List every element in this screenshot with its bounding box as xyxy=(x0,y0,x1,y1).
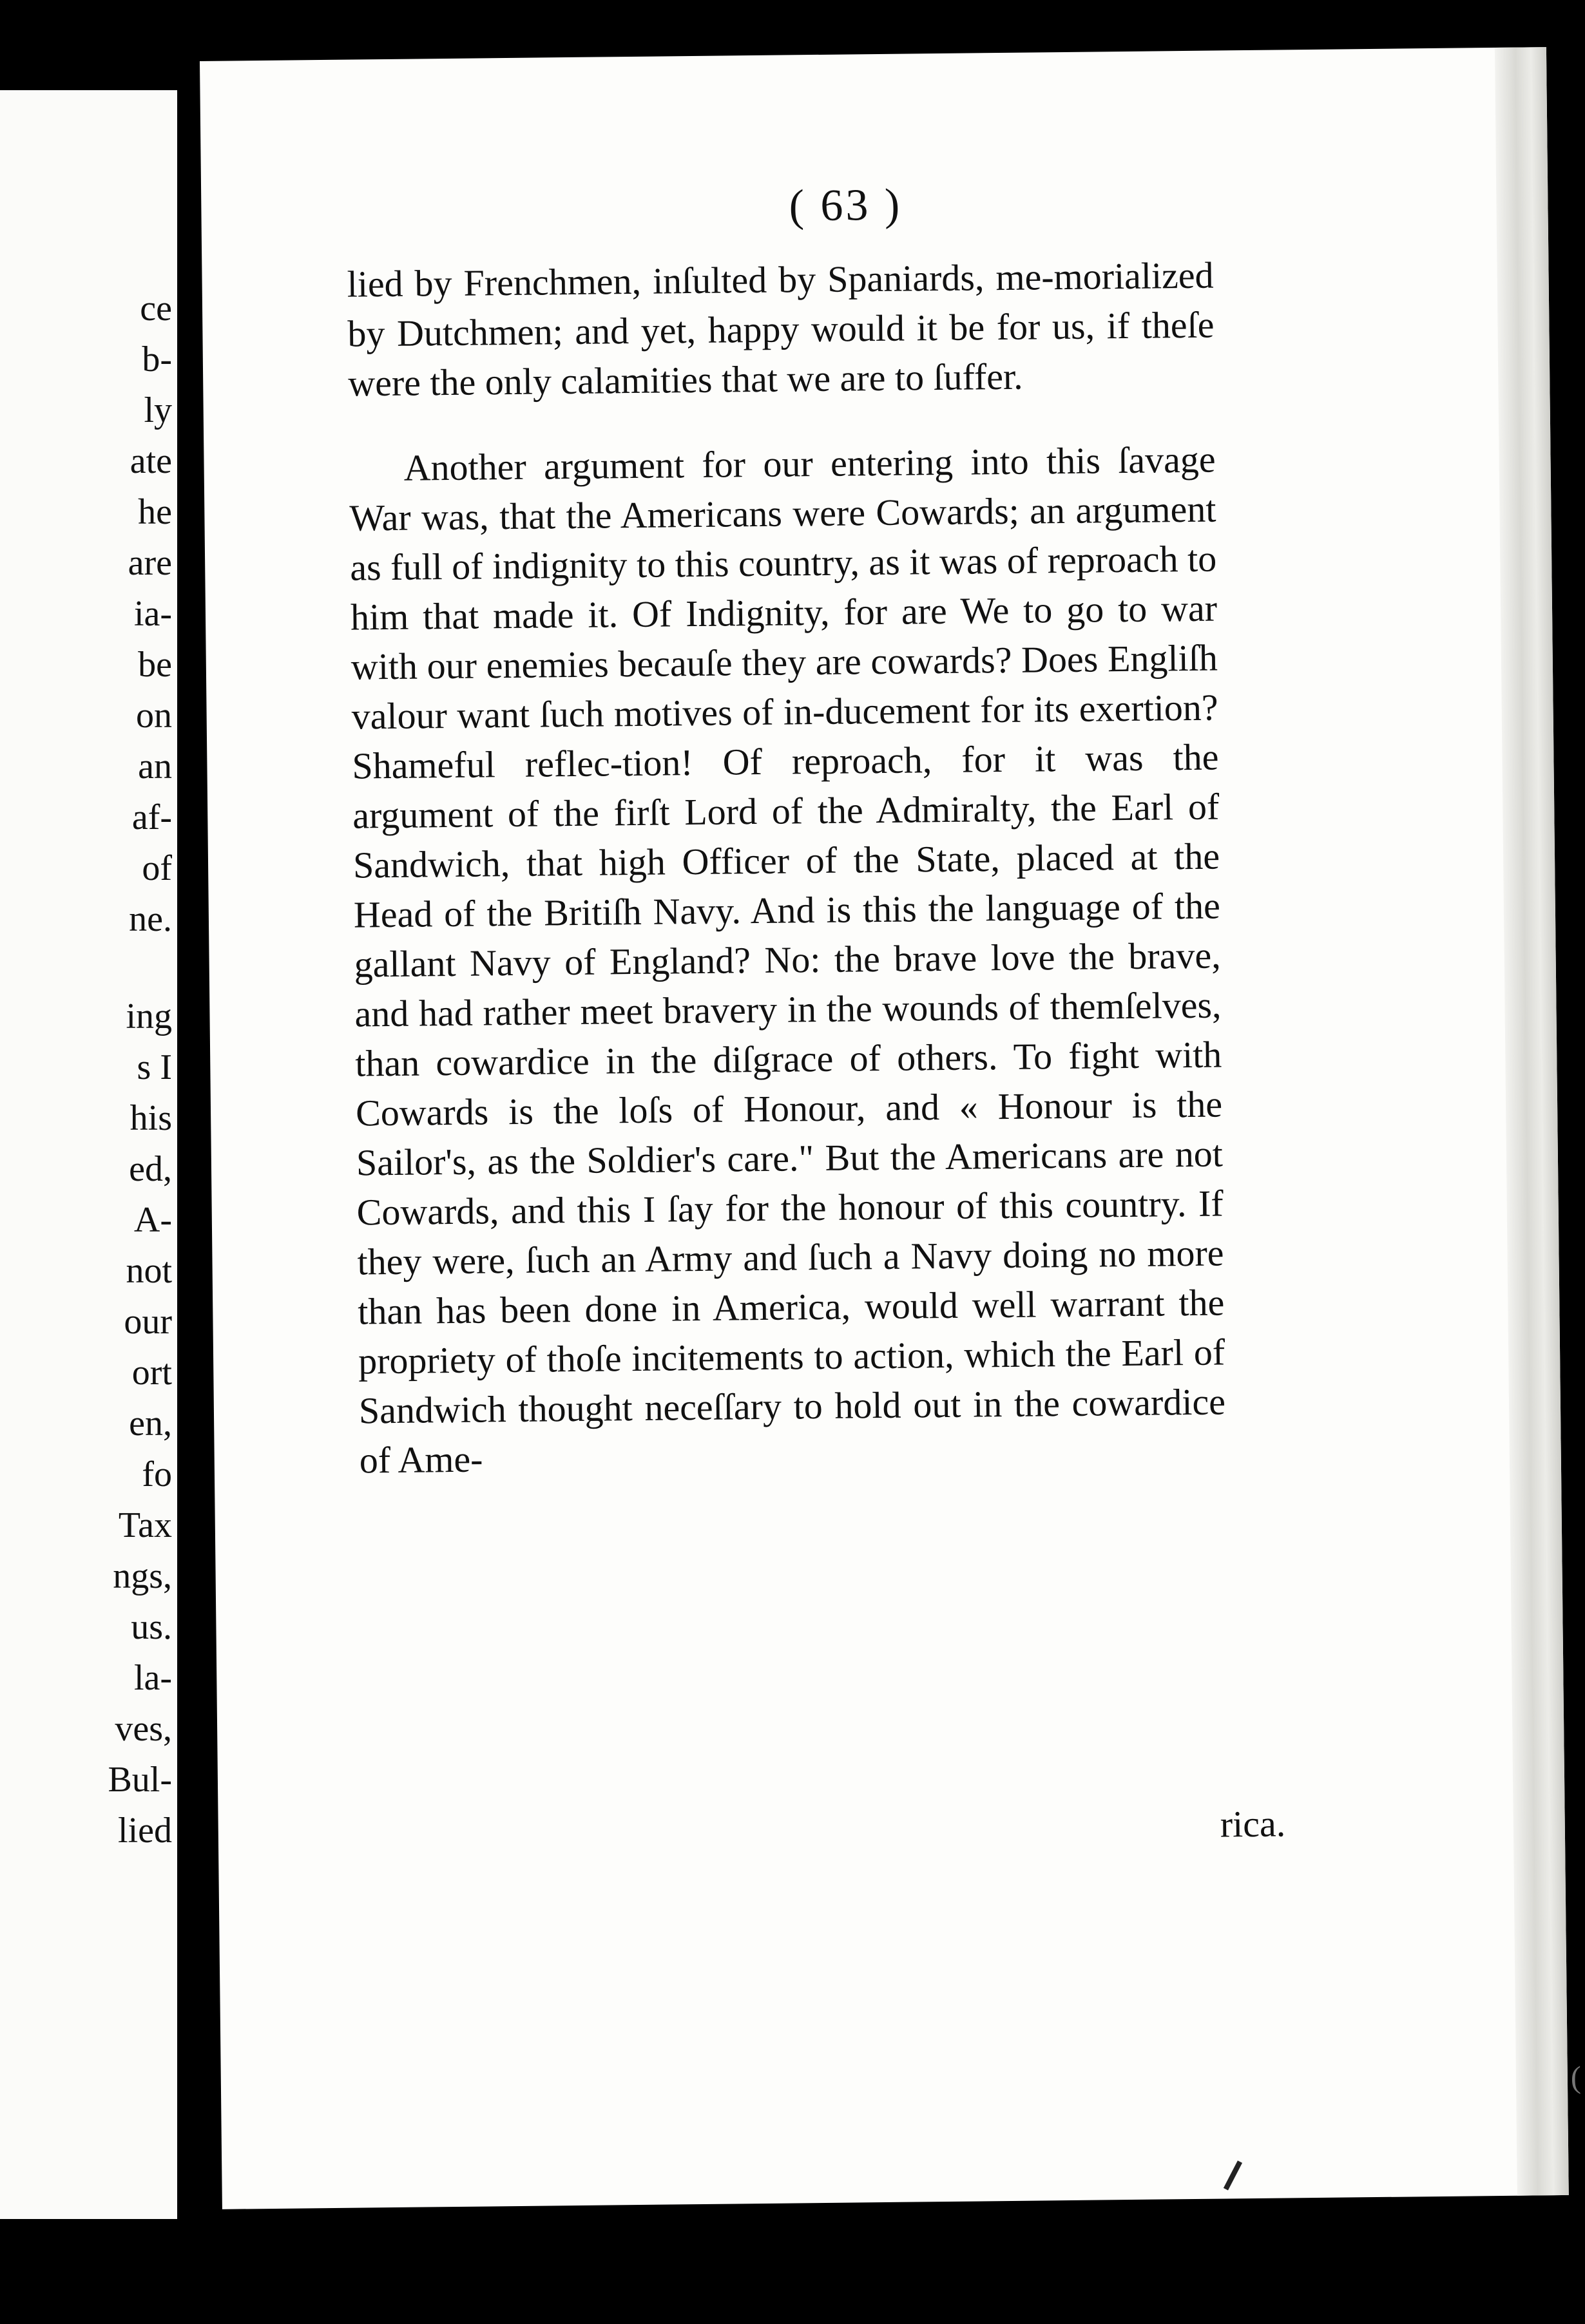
left-fragment: ly xyxy=(144,390,172,430)
left-page xyxy=(0,90,177,2219)
left-fragment: not xyxy=(126,1251,172,1291)
left-fragment: ia- xyxy=(133,594,172,634)
catchword: rica. xyxy=(1220,1802,1286,1845)
left-fragment: on xyxy=(136,696,172,736)
left-fragment: la- xyxy=(133,1658,172,1698)
left-fragment: of xyxy=(142,848,172,888)
left-fragment: af- xyxy=(131,797,172,837)
left-fragment: are xyxy=(128,543,172,583)
left-fragment: b- xyxy=(142,339,172,379)
left-fragment: Tax xyxy=(118,1505,172,1545)
left-fragment: s I xyxy=(137,1047,172,1087)
page-number: ( 63 ) xyxy=(789,180,903,231)
paragraph: lied by Frenchmen, inſulted by Spaniards, me-morialized by Dutchmen; and yet, happy would it be for us, if theſe were the only calamities that we are to ſuffer. xyxy=(347,254,1215,405)
page-edge xyxy=(1495,47,1569,2196)
left-fragment: ort xyxy=(131,1353,172,1393)
left-fragment: ne. xyxy=(129,899,172,939)
book-gutter xyxy=(177,90,200,2219)
margin-mark: ( xyxy=(1570,2060,1582,2095)
left-fragment: ce xyxy=(140,289,172,329)
ink-stroke-mark xyxy=(1224,2160,1242,2190)
left-fragment: he xyxy=(138,492,172,532)
left-fragment: his xyxy=(130,1098,172,1138)
left-fragment: ngs, xyxy=(113,1556,172,1596)
right-page xyxy=(200,47,1582,2209)
left-fragment: us. xyxy=(131,1607,172,1647)
left-fragment: our xyxy=(124,1302,172,1342)
left-fragment: an xyxy=(138,747,172,786)
paragraph: Another argument for our entering into this ſavage War was, that the Americans were Cowards; an argument as full of indignity to this country, as it was of reproach to him that made it. Of Indignity, for are We to go to war with our enemies becauſe they are cowards? Does Engliſh valour want ſuch motives of in-ducement for its exertion? Shameful reflec-tion! Of reproach, for it was the argument of the firſt Lord of the Admiralty, the Earl of Sandwich, that high Officer of the State, placed at the Head of the Britiſh Navy. And is this the language of the gallant Navy of England? No: the brave love the brave, and had rather meet bravery in the wounds of themſelves, than cowardice in the diſgrace of others. To fight with Cowards is the loſs of Honour, and « Honour is the Sailor's, as the Soldier's care." But the Americans are not Cowards, and this I ſay for the honour of this country. If they were, ſuch an Army and ſuch a Navy doing no more than has been done in America, would well warrant the propriety of thoſe incitements to action, which the Earl of Sandwich thought neceſſary to hold out in the cowardice of Ame- xyxy=(349,438,1226,1481)
left-fragment: lied xyxy=(118,1811,172,1851)
left-fragment: fo xyxy=(142,1454,172,1494)
left-fragment: en, xyxy=(129,1404,172,1443)
left-fragment: ed, xyxy=(129,1149,172,1189)
left-fragment: ves, xyxy=(115,1709,172,1749)
paragraph-gap xyxy=(108,945,172,991)
left-fragment: A- xyxy=(133,1200,172,1240)
left-fragment: be xyxy=(138,645,172,685)
left-fragment: Bul- xyxy=(108,1760,172,1800)
left-fragment: ate xyxy=(130,441,172,481)
left-page-text-fragments xyxy=(108,283,172,1856)
left-fragment: ing xyxy=(126,996,172,1036)
body-text xyxy=(347,251,1226,1485)
